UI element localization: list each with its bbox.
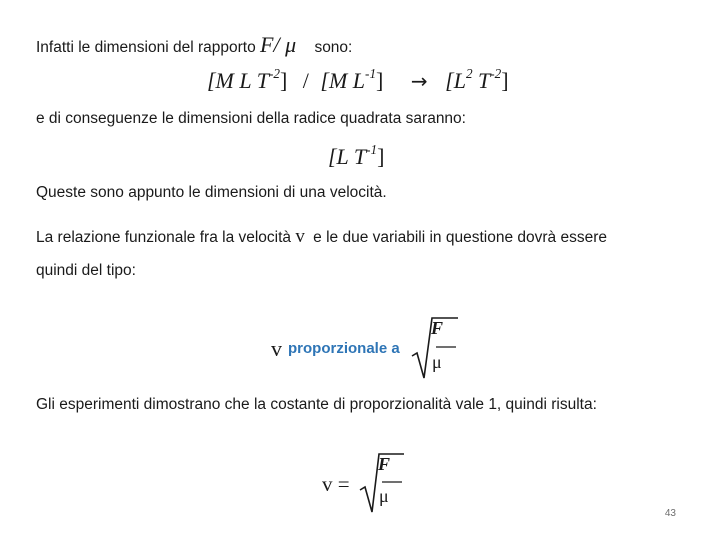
formula1-right: [M $L^{-1}$]: [320, 66, 384, 93]
text-line-5: quindi del tipo:: [36, 262, 136, 279]
formula3-denominator: μ: [432, 352, 442, 372]
text-line-6: Gli esperimenti dimostrano che la costante di proporzionalità vale 1, quindi risulta:: [36, 396, 597, 413]
formula4-numerator: F: [378, 454, 391, 474]
text-line-3: Queste sono appunto le dimensioni di una velocità.: [36, 184, 387, 201]
formula-dimensions: [207, 68, 509, 94]
formula1-left: [M L $T^{-2}$]: [207, 66, 288, 93]
formula4-lhs: v =: [322, 472, 350, 496]
line1-suffix: sono:: [314, 39, 353, 56]
page-number: 43: [664, 508, 676, 519]
formula-velocity-dimension: [L $T^{-1}$]: [328, 142, 385, 169]
formula1-result: [$L^2$ $T^{-2}$]: [445, 66, 509, 93]
ratio-symbol: F/ μ: [260, 32, 297, 57]
formula4-denominator: μ: [379, 486, 389, 506]
text-line-2: e di conseguenze le dimensioni della radice quadrata saranno:: [36, 110, 466, 127]
text-line-4: La relazione funzionale fra la velocità v e le due variabili in questione dovrà essere: [36, 226, 607, 247]
formula3-var: v: [271, 336, 282, 361]
formula1-slash: /: [302, 68, 309, 93]
arrow-icon: →: [410, 69, 428, 93]
velocity-symbol: v: [295, 226, 305, 247]
formula3-numerator: F: [431, 318, 444, 338]
text-line-1: [36, 32, 352, 58]
formula3-relation: proporzionale a: [288, 340, 400, 357]
line1-prefix: Infatti le dimensioni del rapporto: [36, 39, 256, 56]
